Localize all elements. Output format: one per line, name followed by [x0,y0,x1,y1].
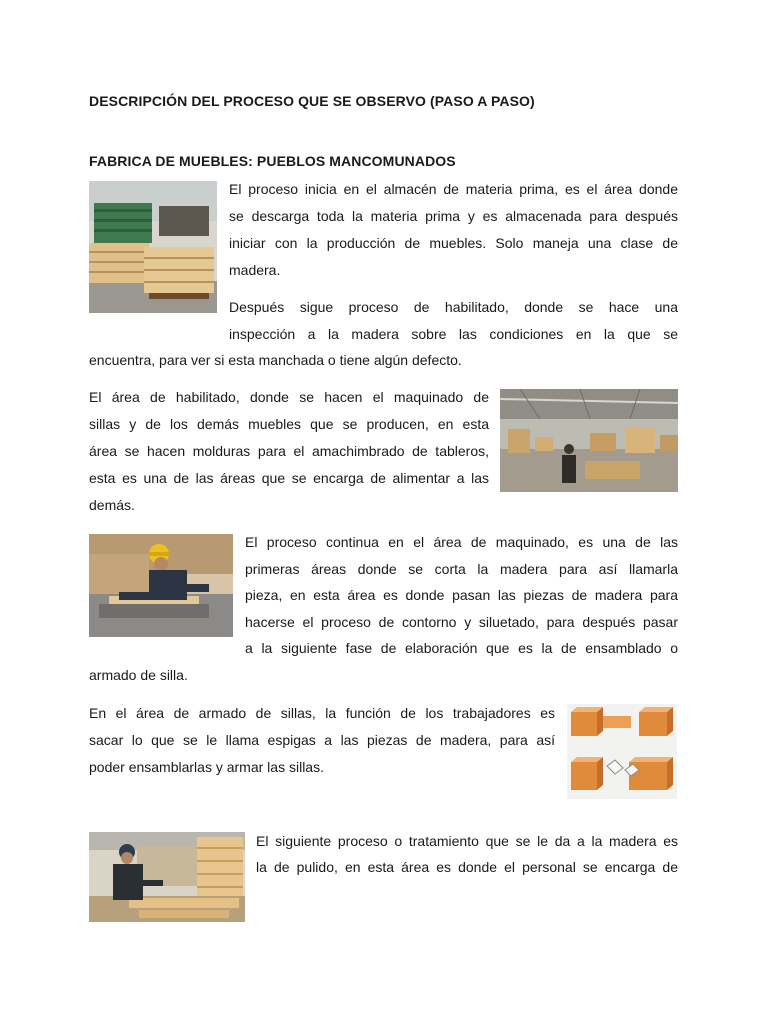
p6-line-1: El siguiente proceso o tratamiento que se le da a la madera es [256,833,678,849]
p1-line-1: El proceso inicia en el almacén de materia prima, es el área donde [229,181,678,197]
p4-line-5: a la siguiente fase de elaboración que es la de ensamblado o [245,640,678,656]
p4-line-2: primeras áreas donde se corta la madera para así llamarla [245,561,678,577]
wood-joint-image [567,704,677,799]
p5-line-1: En el área de armado de sillas, la función de los trabajadores es [89,705,555,721]
factory-heading: FABRICA DE MUEBLES: PUEBLOS MANCOMUNADOS [89,153,456,169]
p3-line-5: demás. [89,497,135,513]
p2-line-1: Después sigue proceso de habilitado, donde se hace una [229,299,678,315]
p4-line-1: El proceso continua en el área de maquinado, es una de las [245,534,678,550]
lumber-warehouse-image [89,181,217,313]
p1-line-3: iniciar con la producción de muebles. Solo maneja una clase de [229,235,678,251]
p6-line-2: la de pulido, en esta área es donde el personal se encarga de [256,859,678,875]
main-heading: DESCRIPCIÓN DEL PROCESO QUE SE OBSERVO (PASO A PASO) [89,93,535,109]
p3-line-3: área se hacen molduras para el amachimbrado de tableros, [89,443,489,459]
factory-floor-image [500,389,678,492]
p4-line-3: pieza, en esta área es donde pasan las piezas de madera para [245,587,678,603]
worker-machining-image [89,534,233,637]
p4-line-6: armado de silla. [89,667,188,683]
p4-line-4: hacerse el proceso de contorno y siluetado, para después pasar [245,614,678,630]
p2-line-2: inspección a la madera sobre las condiciones en la que se [229,326,678,342]
p5-line-2: sacar lo que se le llama espigas a las piezas de madera, para así [89,732,555,748]
p1-line-2: se descarga toda la materia prima y es almacenada para después [229,208,678,224]
p3-line-2: sillas y de los demás muebles que se producen, en esta [89,416,489,432]
p1-line-4: madera. [229,262,281,278]
p3-line-4: esta es una de las áreas que se encarga de alimentar a las [89,470,489,486]
polishing-worker-image [89,832,245,922]
p2-line-3: encuentra, para ver si esta manchada o tiene algún defecto. [89,352,462,368]
p5-line-3: poder ensamblarlas y armar las sillas. [89,759,324,775]
p3-line-1: El área de habilitado, donde se hacen el maquinado de [89,389,489,405]
